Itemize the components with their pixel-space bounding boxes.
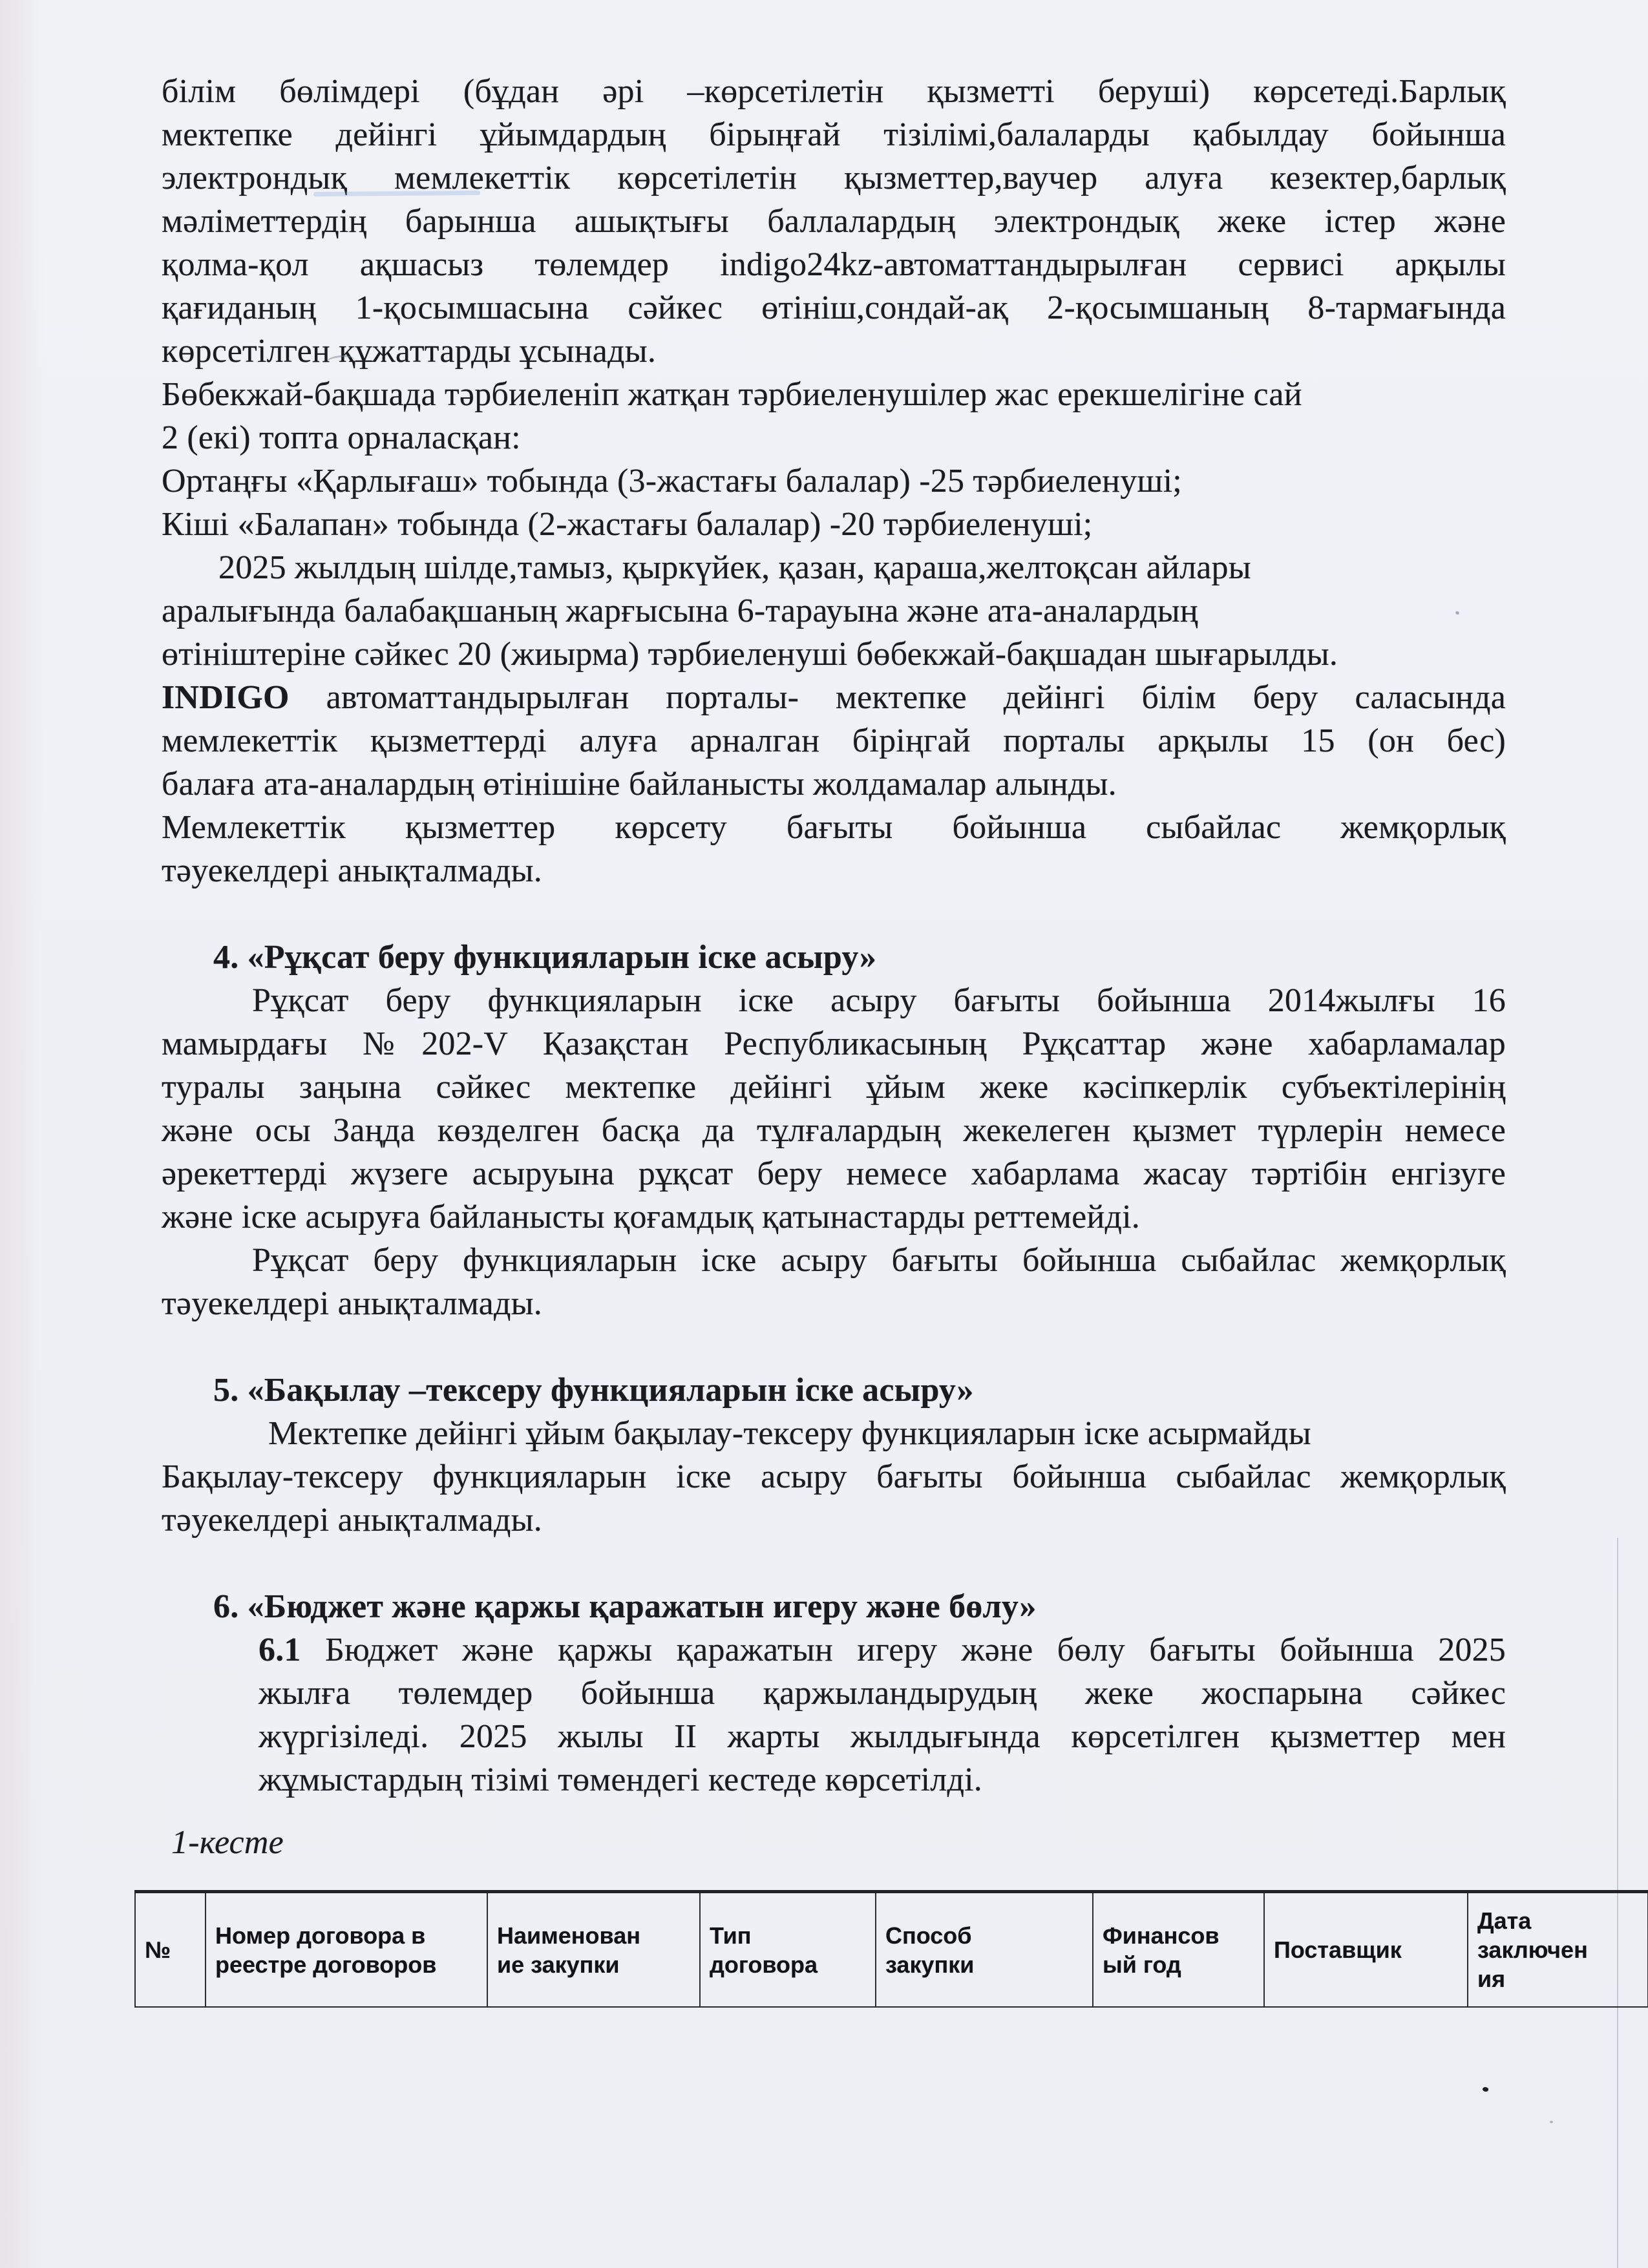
column-header-2 [487,1892,700,2008]
text-line [162,1152,1506,1195]
text-segment: мамырдағы №202-V Қазақстан Республикасының Рұқсаттар және хабарламалар [162,1025,1506,1062]
text-line [162,200,1506,243]
text-segment: және іске асыруға байланысты қоғамдық қатынастарды реттемейді. [162,1199,1140,1235]
text-line [162,1412,1506,1455]
paragraph-control-not-performed [162,1412,1506,1455]
text-segment: Ортаңғы «Қарлығаш» тобында (3-жастағы балалар) -25 тәрбиеленуші; [162,463,1182,499]
text-line [162,1239,1506,1282]
column-header-4 [876,1892,1093,2008]
paragraph-budget [259,1628,1506,1801]
text-segment: тәуекелдері анықталмады. [162,1285,542,1322]
text-line [162,546,1506,589]
text-line [162,416,1506,459]
bold-text-segment: 6. «Бюджет және қаржы қаражатын игеру және бөлу» [213,1588,1037,1625]
text-segment: көрсетілген құжаттарды ұсынады. [162,333,657,370]
text-line [162,373,1506,416]
section-4-heading [162,936,1506,979]
text-segment: қағиданың 1-қосымшасына сәйкес өтініш,сондай-ақ 2-қосымшаның 8-тармағында [162,289,1506,326]
column-header-line: Способ [885,1922,972,1949]
text-segment: жылға төлемдер бойынша қаржыландырудың жеке жоспарына сәйкес [259,1675,1506,1712]
text-line [162,1455,1506,1498]
text-line [162,762,1506,806]
text-segment: Бөбекжай-бақшада тәрбиеленіп жатқан тәрбиеленушілер жас ерекшелігіне сай [162,376,1302,413]
text-line [162,1282,1506,1325]
column-header-3 [700,1892,876,2008]
column-header-line: ие закупки [497,1951,620,1978]
text-segment: және осы Заңда көзделген басқа да тұлғалардың жекелеген қызмет түрлерін немесе [162,1112,1506,1149]
text-line [259,1628,1506,1672]
text-line [162,156,1506,200]
column-header-0 [135,1892,206,2008]
paragraph-departures [162,546,1506,676]
ink-speck-faint [1550,2121,1553,2123]
text-segment: Рұқсат беру функцияларын іске асыру бағыты бойынша сыбайлас жемқорлық [252,1242,1506,1279]
text-line [162,1498,1506,1542]
text-segment: Мектепке дейінгі ұйым бақылау-тексеру функцияларын іске асырмайды [268,1415,1311,1452]
text-segment: мемлекеттік қызметтерді алуға арналган біріңгай порталы арқылы 15 (он бес) [162,722,1506,759]
paragraph-permits-no-risk [162,1239,1506,1325]
contracts-table [134,1890,1648,2008]
text-line [162,719,1506,762]
column-header-1 [206,1892,487,2008]
text-segment: электрондық мемлекеттік көрсетілетін қызметтер,ваучер алуға кезектер,барлық [162,160,1506,196]
column-header-line: Тип [710,1922,752,1949]
text-line [162,503,1506,546]
text-segment: Бақылау-тексеру функцияларын іске асыру бағыты бойынша сыбайлас жемқорлық [162,1458,1506,1495]
bold-text-segment: 5. «Бақылау –тексеру функцияларын іске асыру» [213,1372,974,1409]
column-header-line: Наименован [497,1922,640,1949]
paragraph-control-no-risk [162,1455,1506,1542]
table-caption [162,1821,1506,1864]
text-line [162,1369,1506,1412]
paragraph-intro [162,70,1506,373]
text-line [162,979,1506,1022]
text-line [162,589,1506,633]
text-line [162,633,1506,676]
column-header-line: Номер договора в [215,1922,426,1949]
text-line [162,330,1506,373]
text-segment: аралығында балабақшаның жарғысына 6-тарауына және ата-аналардың [162,593,1198,629]
table-header-row [135,1892,1648,2008]
column-header-5 [1093,1892,1264,2008]
paragraph-groups [162,373,1506,459]
bold-text-segment: INDIGO [162,679,290,716]
paragraph-group-junior [162,503,1506,546]
section-6-heading [162,1585,1506,1628]
column-header-7 [1468,1892,1648,2008]
text-segment: қолма-қол ақшасыз төлемдер indigo24kz-автоматтандырылған сервисі арқылы [162,246,1506,283]
text-segment: жүргізіледі. 2025 жылы II жарты жылдығында көрсетілген қызметтер мен [259,1718,1506,1755]
text-line [259,1672,1506,1715]
bold-text-segment: 4. «Рұқсат беру функцияларын іске асыру» [213,939,877,976]
text-line [162,1195,1506,1239]
text-segment: Рұқсат беру функцияларын іске асыру бағыты бойынша 2014жылғы 16 [252,982,1506,1019]
column-header-line: Финансов [1103,1922,1220,1949]
text-line [162,849,1506,892]
column-header-line: реестре договоров [215,1951,437,1978]
text-segment: білім бөлімдері (бұдан әрі –көрсетілетін қызметті беруші) көрсетеді.Барлық [162,73,1506,110]
column-header-6 [1264,1892,1468,2008]
text-line [162,806,1506,849]
text-segment: туралы заңына сәйкес мектепке дейінгі ұйым жеке кәсіпкерлік субъектілерінің [162,1069,1506,1106]
column-header-line: Поставщик [1274,1937,1402,1963]
paragraph-services-no-risk [162,806,1506,892]
text-segment: тәуекелдері анықталмады. [162,1502,542,1538]
paragraph-group-middle [162,459,1506,503]
text-segment: өтініштеріне сәйкес 20 (жиырма) тәрбиеленуші бөбекжай-бақшадан шығарылды. [162,636,1338,673]
bold-text-segment: 6.1 [259,1632,301,1668]
text-line [162,1109,1506,1152]
ink-speck [1482,2086,1489,2093]
text-segment: 2 (екі) топта орналасқан: [162,419,521,456]
text-line [162,286,1506,330]
text-segment: әрекеттерді жүзеге асыруына рұқсат беру немесе хабарлама жасау тәртібін енгізуге [162,1155,1506,1192]
text-line [162,1022,1506,1066]
text-line [162,1585,1506,1628]
italic-text-segment: 1-кесте [171,1824,284,1861]
column-header-line: договора [710,1951,818,1978]
paragraph-permits-law [162,979,1506,1239]
text-line [162,113,1506,156]
text-line [259,1715,1506,1758]
text-segment: Бюджет және қаржы қаражатын игеру және бөлу бағыты бойынша 2025 [301,1632,1506,1668]
text-line [162,1066,1506,1109]
section-5-heading [162,1369,1506,1412]
text-line [162,1821,1506,1864]
text-segment: автоматтандырылған порталы- мектепке дейінгі білім беру саласында [289,679,1506,716]
text-segment: тәуекелдері анықталмады. [162,852,542,889]
column-header-line: Дата [1477,1907,1532,1934]
column-header-line: закупки [885,1951,975,1978]
text-line [162,243,1506,286]
text-line [162,936,1506,979]
text-segment: Кіші «Балапан» тобында (2-жастағы балалар) -20 тәрбиеленуші; [162,506,1093,543]
text-segment: Мемлекеттік қызметтер көрсету бағыты бойынша сыбайлас жемқорлық [162,809,1506,846]
text-segment: мәліметтердің барынша ашықтығы баллалардың электрондық жеке істер және [162,203,1506,240]
text-line [162,70,1506,113]
text-segment: мектепке дейінгі ұйымдардың бірыңғай тізілімі,балаларды қабылдау бойынша [162,116,1506,153]
column-header-line: № [145,1937,171,1963]
text-segment: жұмыстардың тізімі төмендегі кестеде көрсетілді. [259,1761,982,1798]
paragraph-indigo-portal [162,676,1506,806]
text-segment: балаға ата-аналардың өтінішіне байланысты жолдамалар алынды. [162,766,1117,803]
text-segment: 2025 жылдың шілде,тамыз, қыркүйек, қазан, қараша,желтоқсан айлары [218,549,1251,586]
column-header-line: ый год [1103,1951,1181,1978]
text-line [259,1758,1506,1801]
text-line [162,676,1506,719]
column-header-line: заключен [1477,1937,1588,1963]
column-header-line: ия [1477,1966,1506,1992]
text-line [162,459,1506,503]
